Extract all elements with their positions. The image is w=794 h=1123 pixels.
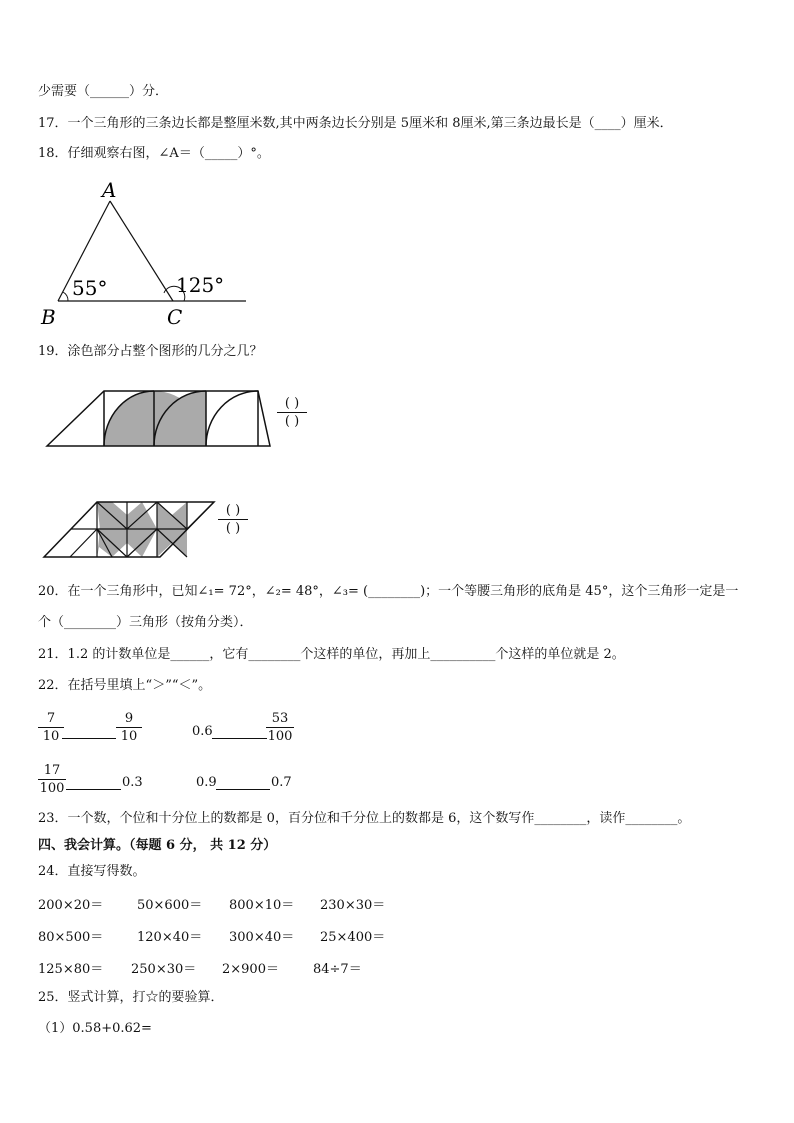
q25: 25．竖式计算，打☆的要验算．	[38, 990, 224, 1005]
calc-item: 300×40＝	[229, 930, 295, 945]
cmp3-left-fraction: $\frac{17}{100}$	[39, 763, 65, 796]
cmp4-blank[interactable]	[216, 789, 270, 790]
parallelogram-figure	[42, 499, 218, 561]
cmp2-left-value: 0.6	[192, 724, 213, 739]
cmp3-right-value: 0.3	[122, 775, 143, 790]
q19: 19．涂色部分占整个图形的几分之几？	[38, 344, 263, 359]
q22: 22．在括号里填上“＞”“＜”。	[38, 678, 212, 693]
q17: 17．一个三角形的三条边长都是整厘米数,其中两条边长分别是 5厘米和 8厘米,第三条边最长是（____）厘米．	[38, 116, 673, 131]
calc-item: 200×20＝	[38, 898, 104, 913]
q23: 23．一个数，个位和十分位上的数都是 0，百分位和千分位上的数都是 6，这个数写作________，读作________。	[38, 811, 691, 826]
calc-item: 120×40＝	[137, 930, 203, 945]
angle-c-label: 125°	[176, 273, 225, 297]
q20-line1: 20．在一个三角形中，已知∠₁= 72°，∠₂= 48°，∠₃= (________)；一个等腰三角形的底角是 45°，这个三角形一定是一	[38, 584, 739, 599]
section-4-heading: 四、我会计算。（每题 6 分， 共 12 分）	[38, 838, 277, 853]
q18: 18．仔细观察右图，∠A＝（_____）°。	[38, 146, 270, 161]
cmp1-right-fraction: $\frac{9}{10}$	[116, 711, 142, 744]
cmp2-right-fraction: $\frac{53}{100}$	[267, 711, 293, 744]
q25-part1: （1）0.58+0.62=	[38, 1021, 152, 1036]
answer-fraction-1: ( ) ( )	[277, 396, 307, 429]
vertex-b: B	[41, 305, 56, 329]
calc-item: 25×400＝	[320, 930, 386, 945]
calc-item: 800×10＝	[229, 898, 295, 913]
calc-item: 84÷7＝	[313, 962, 362, 977]
triangle-figure	[36, 178, 251, 328]
cmp3-blank[interactable]	[66, 789, 121, 790]
calc-item: 80×500＝	[38, 930, 104, 945]
vertex-c: C	[167, 305, 183, 329]
cmp4-left-value: 0.9	[196, 775, 217, 790]
cmp1-left-fraction: $\frac{7}{10}$	[38, 711, 64, 744]
q16-tail: 少需要（______）分．	[38, 84, 169, 99]
cmp4-right-value: 0.7	[271, 775, 292, 790]
q20-line2: 个（________）三角形（按角分类）．	[38, 615, 253, 630]
vertex-a: A	[102, 178, 117, 202]
calc-item: 125×80＝	[38, 962, 104, 977]
calc-item: 2×900＝	[222, 962, 279, 977]
cmp1-blank[interactable]	[62, 738, 116, 739]
trapezoid-figure	[46, 388, 274, 450]
calc-item: 50×600＝	[137, 898, 203, 913]
calc-item: 250×30＝	[131, 962, 197, 977]
angle-b-label: 55°	[72, 276, 108, 300]
cmp2-blank[interactable]	[212, 738, 267, 739]
calc-item: 230×30＝	[320, 898, 386, 913]
q24: 24．直接写得数。	[38, 864, 146, 879]
q21: 21．1.2 的计数单位是______，它有________个这样的单位，再加上__________个这样的单位就是 2。	[38, 647, 625, 662]
answer-fraction-2: ( ) ( )	[218, 503, 248, 536]
